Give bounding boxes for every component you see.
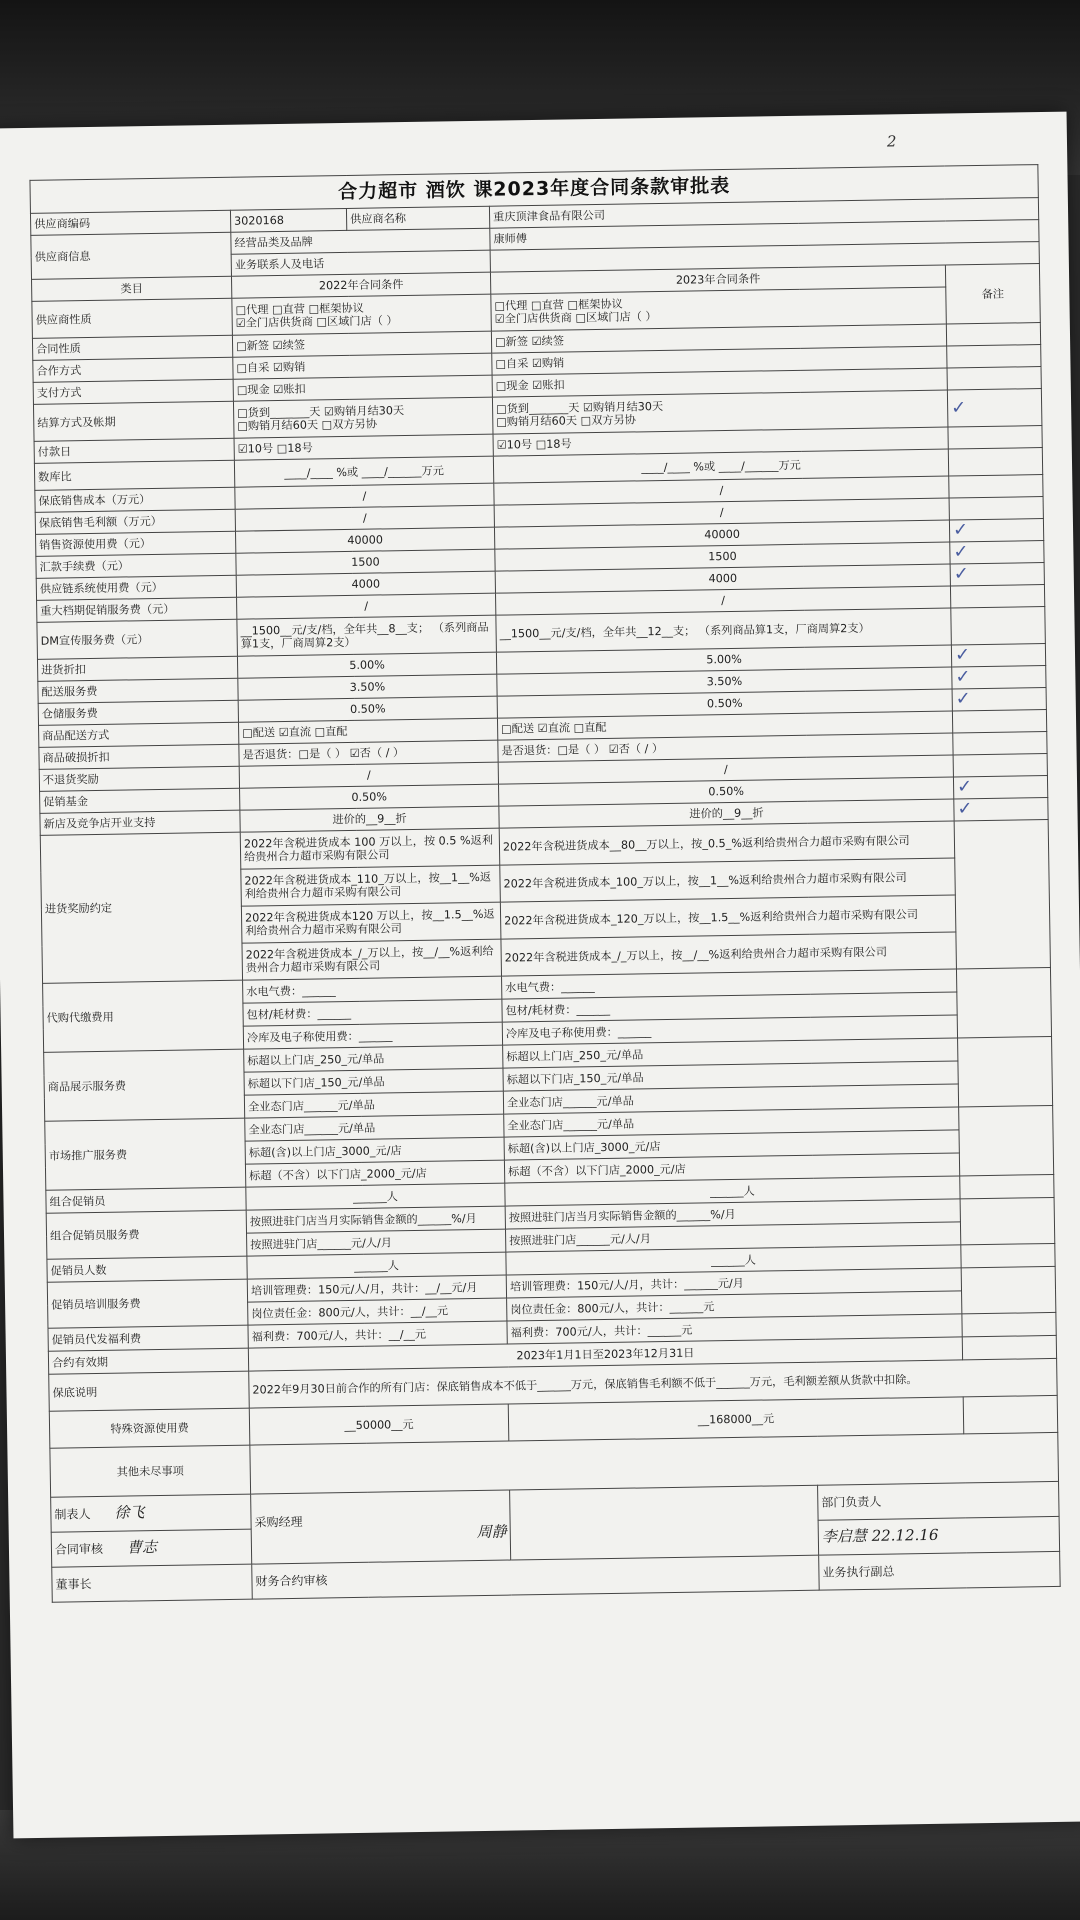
display-2023-above: 标超以上门店_250_元/单品 xyxy=(503,1038,958,1068)
holiday-remark xyxy=(950,585,1044,608)
staff-count-2023: ______人 xyxy=(506,1245,961,1275)
storage-2022: 0.50% xyxy=(238,696,497,722)
contract-2023: □新签 ☑续签 xyxy=(491,324,946,353)
returns-label: 数库比 xyxy=(34,460,234,490)
min-margin-remark xyxy=(949,497,1043,520)
delivery-remark xyxy=(952,666,1046,689)
rebate-label: 进货折扣 xyxy=(37,656,237,681)
agency-2023-utilities: 水电气费：______ xyxy=(502,969,957,999)
resource-label: 销售资源使用费（元） xyxy=(36,531,236,556)
settle-2023-line1: □货到_______天 ☑购销月结30天 xyxy=(496,399,664,416)
display-label: 商品展示服务费 xyxy=(44,1049,245,1121)
market-2023-all: 全业态门店______元/单品 xyxy=(504,1107,959,1137)
promo-fund-2022: 0.50% xyxy=(240,784,499,810)
form-table xyxy=(29,164,1060,1603)
no-return-2023: / xyxy=(498,755,953,784)
damage-2022: 是否退货：□是（ ） ☑否（ / ） xyxy=(239,740,498,766)
market-2022-below: 标超（不含）以下门店_2000_元/店 xyxy=(245,1160,504,1187)
delivery-label: 配送服务费 xyxy=(38,678,238,703)
supplier-name: 重庆顶津食品有限公司 xyxy=(489,198,1038,229)
new-store-2022: 进价的__9__折 xyxy=(240,806,499,832)
nature-label: 供应商性质 xyxy=(32,298,233,338)
training-2023-mgmt: 培训管理费：150元/人/月，共计：______元/月 xyxy=(506,1268,961,1298)
agency-2022-cold: 冷库及电子称使用费：______ xyxy=(243,1022,502,1049)
contract-remark xyxy=(946,323,1040,346)
checkmark-icon: ✓ xyxy=(955,666,971,688)
incentive-2023-tier4: 2022年含税进货成本_/_万以上，按__/__%返利给贵州合力超市采购有限公司 xyxy=(501,932,957,976)
resource-2023: 40000 xyxy=(494,520,949,549)
remit-remark xyxy=(950,541,1044,564)
nature-2023-line1: □代理 □直营 □框架协议 xyxy=(494,297,623,313)
incentive-2023-tier2: 2022年含税进货成本_100_万以上，按__1__%返利给贵州合力超市采购有限公司 xyxy=(500,858,956,902)
market-2022-all: 全业态门店______元/单品 xyxy=(245,1114,504,1141)
delivery-2022: 3.50% xyxy=(238,674,497,700)
training-remark xyxy=(961,1266,1056,1313)
period-remark xyxy=(962,1335,1056,1359)
market-2023-above: 标超(含)以上门店_3000_元/店 xyxy=(504,1130,959,1160)
special-remark xyxy=(963,1395,1058,1433)
remit-2022: 1500 xyxy=(236,549,495,575)
display-2023-all: 全业态门店______元/单品 xyxy=(503,1084,958,1114)
welfare-2022: 福利费：700元/人，共计：__/__元 xyxy=(248,1321,507,1348)
rebate-2022: 5.00% xyxy=(237,652,496,678)
training-label: 促销员培训服务费 xyxy=(47,1279,248,1328)
agency-label: 代购代缴费用 xyxy=(43,980,244,1052)
incentive-2022-tier2: 2022年含税进货成本_110_万以上，按__1__%返利给贵州合力超市采购有限公司 xyxy=(241,865,501,906)
dm-2022: __1500__元/支/档，全年共__8__支； （系列商品算1支，厂商周算2支） xyxy=(237,615,497,656)
welfare-2023: 福利费：700元/人，共计：______元 xyxy=(507,1314,962,1344)
brand-label: 经营品类及品牌 xyxy=(231,228,490,254)
checkmark-icon: ✓ xyxy=(955,688,971,710)
coop-2023: □自采 ☑购销 xyxy=(492,346,947,375)
incentive-label: 进货奖励约定 xyxy=(40,832,242,983)
remit-label: 汇款手续费（元） xyxy=(36,553,236,578)
dept-head-label: 部门负责人 xyxy=(821,1494,882,1510)
combo-staff-2023: ______人 xyxy=(505,1176,960,1206)
min-cost-2023: / xyxy=(494,476,949,505)
period-label: 合约有效期 xyxy=(48,1348,248,1374)
checkmark-icon: ✓ xyxy=(956,776,973,798)
storage-2023: 0.50% xyxy=(497,689,952,718)
agency-2023-materials: 包材/耗材费：______ xyxy=(502,992,957,1022)
combo-fee-2022-fixed: 按照进驻门店______元/人/月 xyxy=(247,1229,506,1256)
display-2022-below: 标超以下门店_150_元/单品 xyxy=(244,1068,503,1095)
nature-2022-line2: ☑全门店供货商 □区域门店（ ） xyxy=(235,314,398,330)
form-title: 合力超市 酒饮 课2023年度合同条款审批表 xyxy=(30,165,1038,214)
contact-label: 业务联系人及电话 xyxy=(231,250,490,276)
pay-2023: □现金 ☑账扣 xyxy=(492,368,947,397)
staff-count-2022: ______人 xyxy=(247,1252,506,1279)
payday-label: 付款日 xyxy=(34,438,234,463)
checkmark-icon: ✓ xyxy=(952,519,969,541)
no-return-2022: / xyxy=(239,762,498,788)
system-remark xyxy=(950,563,1044,586)
signature-blank xyxy=(510,1485,819,1560)
maker-signature: 徐飞 xyxy=(114,1503,145,1522)
approval-form-paper xyxy=(0,112,1080,1839)
display-2023-below: 标超以下门店_150_元/单品 xyxy=(503,1061,958,1091)
coop-remark xyxy=(947,345,1041,368)
damage-remark xyxy=(953,732,1047,755)
agency-2023-cold: 冷库及电子称使用费：______ xyxy=(502,1015,957,1045)
incentive-2022-tier3: 2022年含税进货成本120 万以上，按__1.5__%返利给贵州合力超市采购有限公司 xyxy=(241,902,501,943)
incentive-2022-tier4: 2022年含税进货成本_/_万以上，按__/__%返利给贵州合力超市采购有限公司 xyxy=(242,939,502,980)
guarantee-value: 2022年9月30日前合作的所有门店：保底销售成本不低于______万元，保底销售毛利额不低于______万元，毛利额差额从货款中扣除。 xyxy=(249,1358,1058,1408)
promo-fund-label: 促销基金 xyxy=(40,788,240,813)
dist-mode-2022: □配送 ☑直流 □直配 xyxy=(238,718,497,744)
dept-head-signature: 李启慧 22.12.16 xyxy=(821,1525,939,1546)
delivery-2023: 3.50% xyxy=(497,667,952,696)
combo-fee-2022-pct: 按照进驻门店当月实际销售金额的______%/月 xyxy=(246,1206,505,1233)
returns-2022: ____/____ %或 ____/______万元 xyxy=(234,456,493,487)
training-2023-deposit: 岗位责任金：800元/人，共计：______元 xyxy=(507,1291,962,1321)
system-label: 供应链系统使用费（元） xyxy=(36,575,236,600)
payday-2023: ☑10号 □18号 xyxy=(493,427,948,456)
min-cost-label: 保底销售成本（万元） xyxy=(35,487,235,512)
brand-value: 康师傅 xyxy=(490,220,1039,251)
combo-fee-2023-fixed: 按照进驻门店______元/人/月 xyxy=(505,1222,960,1252)
payday-2022: ☑10号 □18号 xyxy=(234,434,493,460)
incentive-2023-tier1: 2022年含税进货成本__80__万以上，按_0.5_%返利给贵州合力超市采购有限公司 xyxy=(499,821,955,865)
no-return-label: 不退货奖励 xyxy=(39,766,239,791)
training-2022-deposit: 岗位责任金：800元/人，共计：__/__元 xyxy=(248,1298,507,1325)
new-store-2023: 进价的__9__折 xyxy=(499,799,954,828)
combo-fee-label: 组合促销员服务费 xyxy=(46,1210,247,1259)
corner-mark: 2 xyxy=(886,132,897,151)
new-store-label: 新店及竞争店开业支持 xyxy=(40,810,240,835)
returns-2023: ____/____ %或 ____/______万元 xyxy=(493,449,948,483)
welfare-label: 促销员代发福利费 xyxy=(48,1325,248,1351)
dist-mode-2023: □配送 ☑直流 □直配 xyxy=(497,711,952,740)
pay-2022: □现金 ☑账扣 xyxy=(233,375,492,401)
damage-2023: 是否退货：□是（ ） ☑否（ / ） xyxy=(498,733,953,762)
coop-label: 合作方式 xyxy=(33,357,233,382)
promo-fund-remark xyxy=(953,776,1047,799)
supplier-info-label: 供应商信息 xyxy=(31,232,232,279)
combo-fee-2023-pct: 按照进驻门店当月实际销售金额的______%/月 xyxy=(505,1199,960,1229)
supplier-code: 3020168 xyxy=(230,208,346,232)
remit-2023: 1500 xyxy=(495,542,950,571)
pay-label: 支付方式 xyxy=(33,379,233,404)
period-value: 2023年1月1日至2023年12月31日 xyxy=(248,1337,962,1371)
special-label: 特殊资源使用费 xyxy=(49,1408,250,1448)
storage-remark xyxy=(952,688,1046,711)
damage-label: 商品破损折扣 xyxy=(39,744,239,769)
audit-label: 合同审核 xyxy=(54,1541,104,1557)
special-2023: __168000__元 xyxy=(508,1397,964,1441)
supplier-code-label: 供应商编码 xyxy=(30,210,230,235)
remark-header: 备注 xyxy=(945,264,1040,324)
signature-chairman xyxy=(52,1564,253,1602)
min-margin-2023: / xyxy=(494,498,949,527)
holiday-2023: / xyxy=(495,586,950,615)
market-remark xyxy=(959,1105,1054,1175)
payday-remark xyxy=(948,426,1042,449)
display-2022-above: 标超以上门店_250_元/单品 xyxy=(244,1045,503,1072)
exec-vp-label: 业务执行副总 xyxy=(822,1564,895,1580)
holiday-2022: / xyxy=(237,593,496,619)
audit-signature: 曹志 xyxy=(126,1538,158,1557)
market-2022-above: 标超(含)以上门店_3000_元/店 xyxy=(245,1137,504,1164)
special-2022: __50000__元 xyxy=(249,1404,509,1445)
finance-label: 财务合约审核 xyxy=(255,1572,328,1589)
resource-2022: 40000 xyxy=(235,527,494,553)
dist-mode-remark xyxy=(952,710,1046,733)
combo-staff-label: 组合促销员 xyxy=(46,1187,246,1213)
settle-2022-line1: □货到_______天 ☑购销月结30天 xyxy=(237,404,405,420)
nature-2022 xyxy=(232,294,492,335)
approval-form xyxy=(29,164,1059,1603)
dm-2023: __1500__元/支/档，全年共__12__支； （系列商品算1支，厂商周算2支） xyxy=(496,608,952,652)
checkmark-icon: ✓ xyxy=(954,644,971,666)
buyer-manager-label: 采购经理 xyxy=(254,1514,303,1530)
maker-label: 制表人 xyxy=(54,1507,91,1522)
signature-audit xyxy=(51,1529,252,1567)
holiday-label: 重大档期促销服务费（元） xyxy=(37,597,237,622)
agency-remark xyxy=(956,967,1051,1037)
incentive-2022-tier1: 2022年含税进货成本 100 万以上，按 0.5 %返利给贵州合力超市采购有限公司 xyxy=(240,828,500,869)
checkmark-icon: ✓ xyxy=(953,541,969,563)
rebate-2023: 5.00% xyxy=(496,645,951,674)
agency-2022-utilities: 水电气费：______ xyxy=(243,976,502,1003)
dm-label: DM宣传服务费（元） xyxy=(37,619,238,659)
min-margin-2022: / xyxy=(235,505,494,531)
incentive-2023-tier3: 2022年含税进货成本_120_万以上，按__1.5__%返利给贵州合力超市采购有限公司 xyxy=(500,895,956,939)
y2023-header: 2023年合同条件 xyxy=(490,265,945,294)
staff-count-label: 促销员人数 xyxy=(47,1256,247,1282)
other-label: 其他未尽事项 xyxy=(50,1445,251,1497)
system-2023: 4000 xyxy=(495,564,950,593)
staff-count-remark xyxy=(961,1243,1055,1267)
resource-remark xyxy=(949,519,1043,542)
pay-remark xyxy=(947,367,1041,390)
combo-fee-remark xyxy=(960,1197,1055,1244)
chairman-label: 董事长 xyxy=(55,1576,92,1592)
market-label: 市场推广服务费 xyxy=(45,1118,246,1190)
guarantee-label: 保底说明 xyxy=(49,1371,250,1411)
checkmark-icon: ✓ xyxy=(950,396,967,418)
combo-staff-2022: ______人 xyxy=(246,1183,505,1210)
settle-2023-line2: □购销月结60天 □双方另协 xyxy=(496,413,637,429)
settle-remark xyxy=(947,389,1042,427)
storage-label: 仓储服务费 xyxy=(38,700,238,725)
settle-label: 结算方式及帐期 xyxy=(33,401,234,441)
contract-2022: □新签 ☑续签 xyxy=(232,331,491,357)
settle-2022 xyxy=(233,397,493,438)
nature-2022-line1: □代理 □直营 □框架协议 xyxy=(235,301,364,317)
dist-mode-label: 商品配送方式 xyxy=(39,722,239,747)
market-2023-below: 标超（不含）以下门店_2000_元/店 xyxy=(504,1153,959,1183)
signature-exec xyxy=(818,1516,1060,1555)
incentive-remark xyxy=(954,819,1050,968)
training-2022-mgmt: 培训管理费：150元/人/月，共计：__/__元/月 xyxy=(247,1275,506,1302)
new-store-remark xyxy=(954,798,1048,821)
supplier-name-label: 供应商名称 xyxy=(346,206,489,230)
contract-label: 合同性质 xyxy=(32,335,232,360)
welfare-remark xyxy=(962,1312,1056,1336)
min-cost-2022: / xyxy=(235,483,494,509)
no-return-remark xyxy=(953,754,1047,777)
min-cost-remark xyxy=(949,475,1043,498)
signature-buyer xyxy=(251,1490,511,1564)
signature-exec-vp xyxy=(819,1551,1061,1590)
buyer-signature: 周静 xyxy=(476,1522,507,1541)
promo-fund-2023: 0.50% xyxy=(498,777,953,806)
nature-2023-line2: ☑全门店供货商 □区域门店（ ） xyxy=(494,310,657,326)
signature-finance xyxy=(252,1555,819,1599)
category-header: 类目 xyxy=(32,276,232,301)
combo-staff-remark xyxy=(960,1174,1054,1198)
dm-remark xyxy=(951,607,1046,645)
coop-2022: □自采 ☑购销 xyxy=(233,353,492,379)
display-remark xyxy=(958,1036,1053,1106)
signature-maker xyxy=(51,1494,252,1532)
signature-dept xyxy=(818,1481,1060,1520)
display-2022-all: 全业态门店______元/单品 xyxy=(244,1091,503,1118)
system-2022: 4000 xyxy=(236,571,495,597)
rebate-remark xyxy=(951,644,1045,667)
checkmark-icon: ✓ xyxy=(953,563,970,585)
returns-remark xyxy=(948,448,1042,476)
agency-2022-materials: 包材/耗材费：______ xyxy=(243,999,502,1026)
y2022-header: 2022年合同条件 xyxy=(231,272,490,298)
min-margin-label: 保底销售毛利额（万元） xyxy=(35,509,235,534)
settle-2022-line2: □购销月结60天 □双方另协 xyxy=(237,417,378,433)
checkmark-icon: ✓ xyxy=(957,798,973,820)
